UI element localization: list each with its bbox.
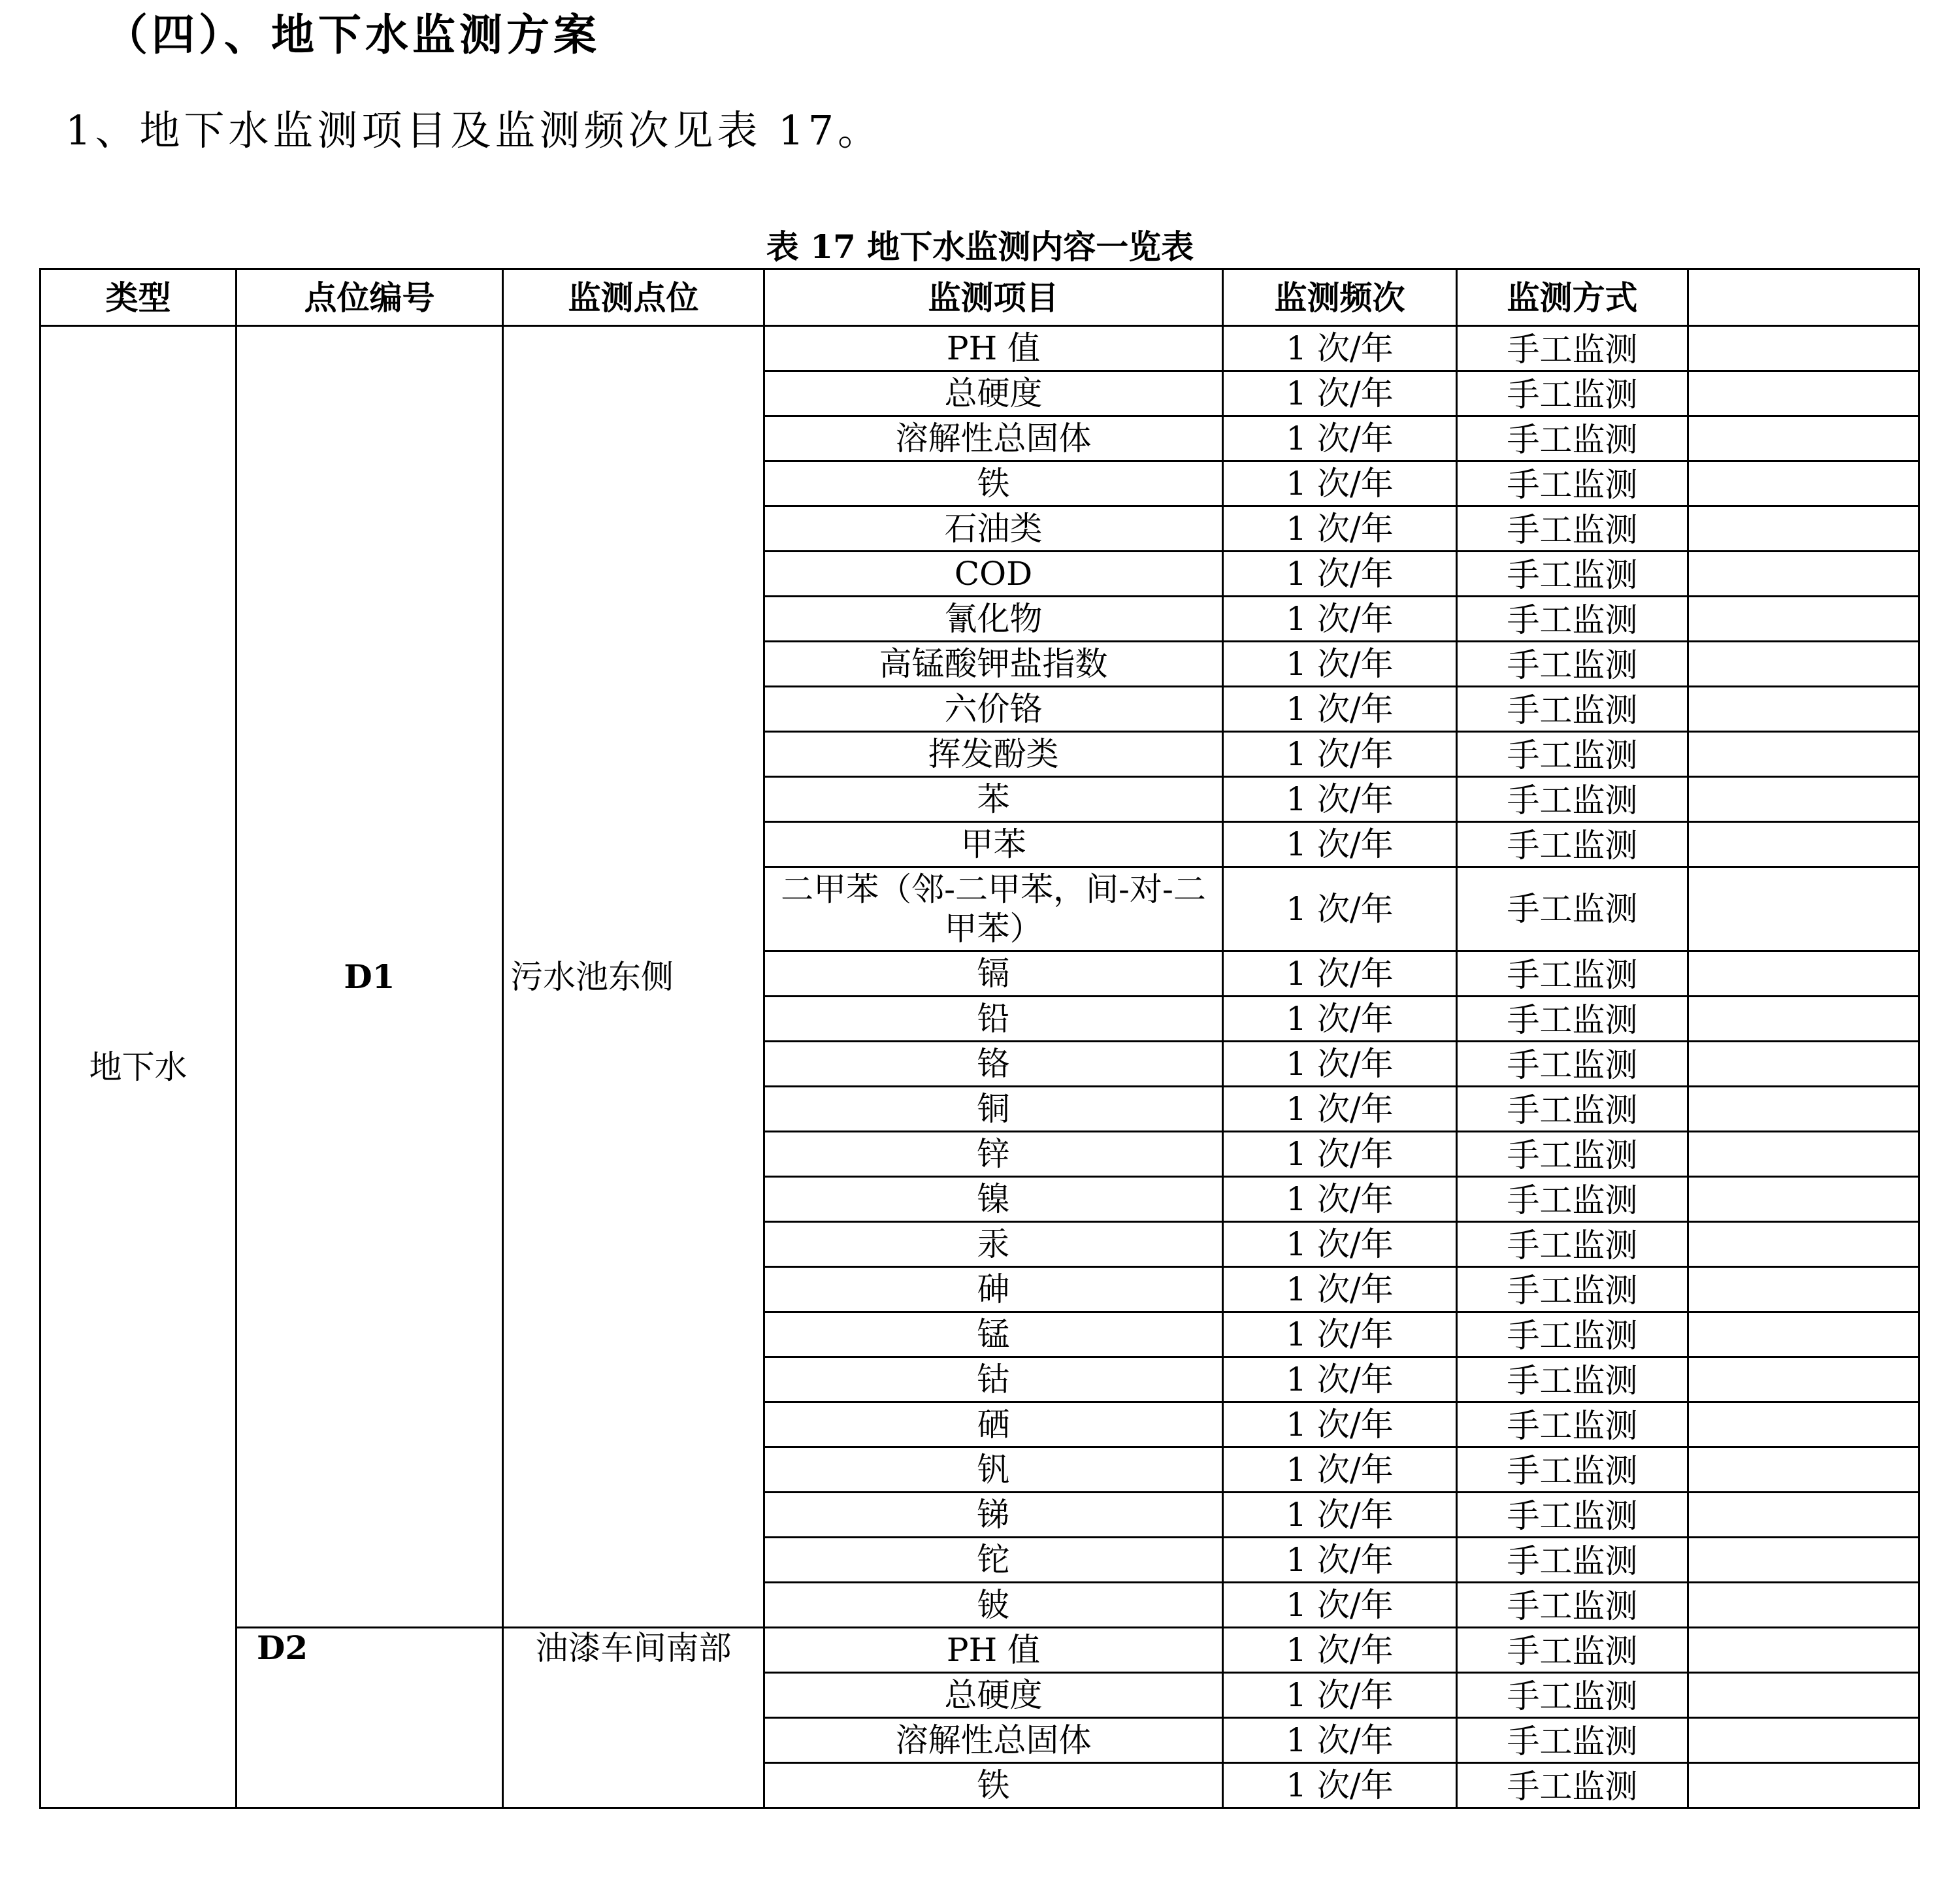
method-cell <box>1457 642 1688 687</box>
item-cell: 铁 <box>764 1763 1223 1808</box>
location-cell: 油漆车间南部 <box>503 1628 764 1808</box>
item-cell: 二甲苯（邻-二甲苯，间-对-二甲苯） <box>764 867 1223 951</box>
header-frequency: 监测频次 <box>1223 269 1457 326</box>
blank-cell <box>1688 1357 1919 1402</box>
item-cell: 溶解性总固体 <box>764 416 1223 461</box>
item-cell: 挥发酚类 <box>764 732 1223 777</box>
frequency-cell: 1 次/年 <box>1223 1763 1457 1808</box>
method-text: 手工监测 <box>1507 376 1638 412</box>
frequency-cell: 1 次/年 <box>1223 1718 1457 1763</box>
point-code-cell: D2 <box>237 1628 503 1808</box>
item-cell: 石油类 <box>764 506 1223 552</box>
frequency-cell: 1 次/年 <box>1223 687 1457 732</box>
item-cell: 钒 <box>764 1447 1223 1493</box>
method-text: 手工监测 <box>1507 1136 1638 1172</box>
frequency-cell: 1 次/年 <box>1223 416 1457 461</box>
blank-cell <box>1688 1177 1919 1222</box>
table-caption: 表 17 地下水监测内容一览表 <box>766 227 1194 266</box>
method-text: 手工监测 <box>1507 556 1638 592</box>
table-row <box>41 1628 1919 1673</box>
blank-cell <box>1688 1402 1919 1447</box>
method-cell <box>1457 1538 1688 1583</box>
blank-cell <box>1688 461 1919 506</box>
item-cell: 镉 <box>764 951 1223 997</box>
method-text: 手工监测 <box>1507 736 1638 772</box>
blank-cell <box>1688 1763 1919 1808</box>
frequency-cell: 1 次/年 <box>1223 1402 1457 1447</box>
method-cell <box>1457 951 1688 997</box>
method-cell <box>1457 1312 1688 1357</box>
item-cell: 锌 <box>764 1132 1223 1177</box>
method-cell <box>1457 1357 1688 1402</box>
frequency-cell: 1 次/年 <box>1223 1222 1457 1267</box>
frequency-cell: 1 次/年 <box>1223 951 1457 997</box>
method-text: 手工监测 <box>1507 601 1638 637</box>
method-cell <box>1457 1718 1688 1763</box>
method-text: 手工监测 <box>1507 1452 1638 1488</box>
method-cell <box>1457 1267 1688 1312</box>
blank-cell <box>1688 777 1919 822</box>
method-cell <box>1457 867 1688 951</box>
frequency-cell: 1 次/年 <box>1223 777 1457 822</box>
header-row <box>41 269 1919 326</box>
table-row <box>41 326 1919 371</box>
item-cell: 高锰酸钾盐指数 <box>764 642 1223 687</box>
method-cell <box>1457 416 1688 461</box>
method-text: 手工监测 <box>1507 1723 1638 1759</box>
blank-cell <box>1688 1538 1919 1583</box>
method-cell <box>1457 1628 1688 1673</box>
method-text: 手工监测 <box>1507 331 1638 367</box>
blank-cell <box>1688 867 1919 951</box>
method-text: 手工监测 <box>1507 1768 1638 1804</box>
method-cell <box>1457 997 1688 1042</box>
item-cell: PH 值 <box>764 1628 1223 1673</box>
method-cell <box>1457 1402 1688 1447</box>
blank-cell <box>1688 822 1919 867</box>
blank-cell <box>1688 997 1919 1042</box>
method-cell <box>1457 1763 1688 1808</box>
item-cell: 六价铬 <box>764 687 1223 732</box>
item-cell: 锰 <box>764 1312 1223 1357</box>
blank-cell <box>1688 506 1919 552</box>
item-cell: 甲苯 <box>764 822 1223 867</box>
item-cell: 镍 <box>764 1177 1223 1222</box>
method-cell <box>1457 1222 1688 1267</box>
method-text: 手工监测 <box>1507 1362 1638 1398</box>
method-text: 手工监测 <box>1507 782 1638 817</box>
method-text: 手工监测 <box>1507 646 1638 682</box>
method-text: 手工监测 <box>1507 1677 1638 1713</box>
item-cell: COD <box>764 552 1223 597</box>
header-type: 类型 <box>41 269 237 326</box>
frequency-cell: 1 次/年 <box>1223 1177 1457 1222</box>
item-cell: 锑 <box>764 1493 1223 1538</box>
intro-paragraph: 1、地下水监测项目及监测频次见表 17。 <box>65 107 883 154</box>
frequency-cell: 1 次/年 <box>1223 1357 1457 1402</box>
frequency-cell: 1 次/年 <box>1223 1042 1457 1087</box>
frequency-cell: 1 次/年 <box>1223 1493 1457 1538</box>
method-cell <box>1457 1673 1688 1718</box>
method-cell <box>1457 1132 1688 1177</box>
type-cell: 地下水 <box>41 326 237 1808</box>
frequency-cell: 1 次/年 <box>1223 867 1457 951</box>
method-text: 手工监测 <box>1507 1001 1638 1037</box>
method-text: 手工监测 <box>1507 827 1638 863</box>
method-cell <box>1457 687 1688 732</box>
blank-cell <box>1688 371 1919 416</box>
item-cell: 总硬度 <box>764 1673 1223 1718</box>
item-cell: 砷 <box>764 1267 1223 1312</box>
item-cell: 苯 <box>764 777 1223 822</box>
frequency-cell: 1 次/年 <box>1223 732 1457 777</box>
frequency-cell: 1 次/年 <box>1223 1628 1457 1673</box>
method-cell <box>1457 1087 1688 1132</box>
method-cell <box>1457 1493 1688 1538</box>
frequency-cell: 1 次/年 <box>1223 597 1457 642</box>
blank-cell <box>1688 732 1919 777</box>
frequency-cell: 1 次/年 <box>1223 1267 1457 1312</box>
method-text: 手工监测 <box>1507 421 1638 457</box>
location-cell: 污水池东侧 <box>503 326 764 1628</box>
method-cell <box>1457 461 1688 506</box>
frequency-cell: 1 次/年 <box>1223 1673 1457 1718</box>
method-cell <box>1457 326 1688 371</box>
monitoring-table <box>39 268 1920 1809</box>
blank-cell <box>1688 597 1919 642</box>
blank-cell <box>1688 1312 1919 1357</box>
blank-cell <box>1688 1628 1919 1673</box>
method-cell <box>1457 371 1688 416</box>
frequency-cell: 1 次/年 <box>1223 1583 1457 1628</box>
frequency-cell: 1 次/年 <box>1223 822 1457 867</box>
item-cell: 铊 <box>764 1538 1223 1583</box>
method-cell <box>1457 1177 1688 1222</box>
method-cell <box>1457 597 1688 642</box>
method-cell <box>1457 732 1688 777</box>
method-text: 手工监测 <box>1507 691 1638 727</box>
frequency-cell: 1 次/年 <box>1223 1447 1457 1493</box>
blank-cell <box>1688 326 1919 371</box>
frequency-cell: 1 次/年 <box>1223 997 1457 1042</box>
point-code-cell: D1 <box>237 326 503 1628</box>
item-cell: 铍 <box>764 1583 1223 1628</box>
blank-cell <box>1688 1583 1919 1628</box>
method-text: 手工监测 <box>1507 466 1638 502</box>
method-text: 手工监测 <box>1507 511 1638 547</box>
table-body <box>41 326 1919 1808</box>
method-text: 手工监测 <box>1507 1091 1638 1127</box>
item-cell: PH 值 <box>764 326 1223 371</box>
blank-cell <box>1688 1267 1919 1312</box>
blank-cell <box>1688 552 1919 597</box>
frequency-cell: 1 次/年 <box>1223 461 1457 506</box>
blank-cell <box>1688 642 1919 687</box>
method-cell <box>1457 1447 1688 1493</box>
frequency-cell: 1 次/年 <box>1223 1132 1457 1177</box>
header-item: 监测项目 <box>764 269 1223 326</box>
frequency-cell: 1 次/年 <box>1223 1538 1457 1583</box>
method-text: 手工监测 <box>1507 1272 1638 1308</box>
blank-cell <box>1688 1718 1919 1763</box>
header-blank <box>1688 269 1919 326</box>
frequency-cell: 1 次/年 <box>1223 371 1457 416</box>
method-cell <box>1457 1042 1688 1087</box>
item-cell: 铁 <box>764 461 1223 506</box>
method-cell <box>1457 822 1688 867</box>
method-text: 手工监测 <box>1507 1542 1638 1578</box>
blank-cell <box>1688 1042 1919 1087</box>
method-text: 手工监测 <box>1507 890 1638 928</box>
method-text: 手工监测 <box>1507 956 1638 992</box>
blank-cell <box>1688 1493 1919 1538</box>
method-text: 手工监测 <box>1507 1046 1638 1082</box>
header-point-code: 点位编号 <box>237 269 503 326</box>
item-cell: 总硬度 <box>764 371 1223 416</box>
method-text: 手工监测 <box>1507 1587 1638 1623</box>
blank-cell <box>1688 1673 1919 1718</box>
blank-cell <box>1688 1447 1919 1493</box>
blank-cell <box>1688 951 1919 997</box>
method-cell <box>1457 1583 1688 1628</box>
method-text: 手工监测 <box>1507 1317 1638 1353</box>
item-cell: 钴 <box>764 1357 1223 1402</box>
method-text: 手工监测 <box>1507 1407 1638 1443</box>
frequency-cell: 1 次/年 <box>1223 1312 1457 1357</box>
frequency-cell: 1 次/年 <box>1223 326 1457 371</box>
frequency-cell: 1 次/年 <box>1223 642 1457 687</box>
blank-cell <box>1688 1132 1919 1177</box>
item-cell: 汞 <box>764 1222 1223 1267</box>
item-cell: 溶解性总固体 <box>764 1718 1223 1763</box>
method-text: 手工监测 <box>1507 1632 1638 1668</box>
blank-cell <box>1688 416 1919 461</box>
method-text: 手工监测 <box>1507 1497 1638 1533</box>
blank-cell <box>1688 687 1919 732</box>
item-cell: 硒 <box>764 1402 1223 1447</box>
header-location: 监测点位 <box>503 269 764 326</box>
method-cell <box>1457 552 1688 597</box>
item-cell: 铜 <box>764 1087 1223 1132</box>
blank-cell <box>1688 1087 1919 1132</box>
header-method: 监测方式 <box>1457 269 1688 326</box>
blank-cell <box>1688 1222 1919 1267</box>
method-text: 手工监测 <box>1507 1227 1638 1263</box>
item-cell: 铬 <box>764 1042 1223 1087</box>
method-cell <box>1457 506 1688 552</box>
method-cell <box>1457 777 1688 822</box>
frequency-cell: 1 次/年 <box>1223 552 1457 597</box>
frequency-cell: 1 次/年 <box>1223 1087 1457 1132</box>
frequency-cell: 1 次/年 <box>1223 506 1457 552</box>
item-cell: 氰化物 <box>764 597 1223 642</box>
section-heading: （四）、地下水监测方案 <box>105 9 600 60</box>
method-text: 手工监测 <box>1507 1181 1638 1217</box>
item-cell: 铅 <box>764 997 1223 1042</box>
